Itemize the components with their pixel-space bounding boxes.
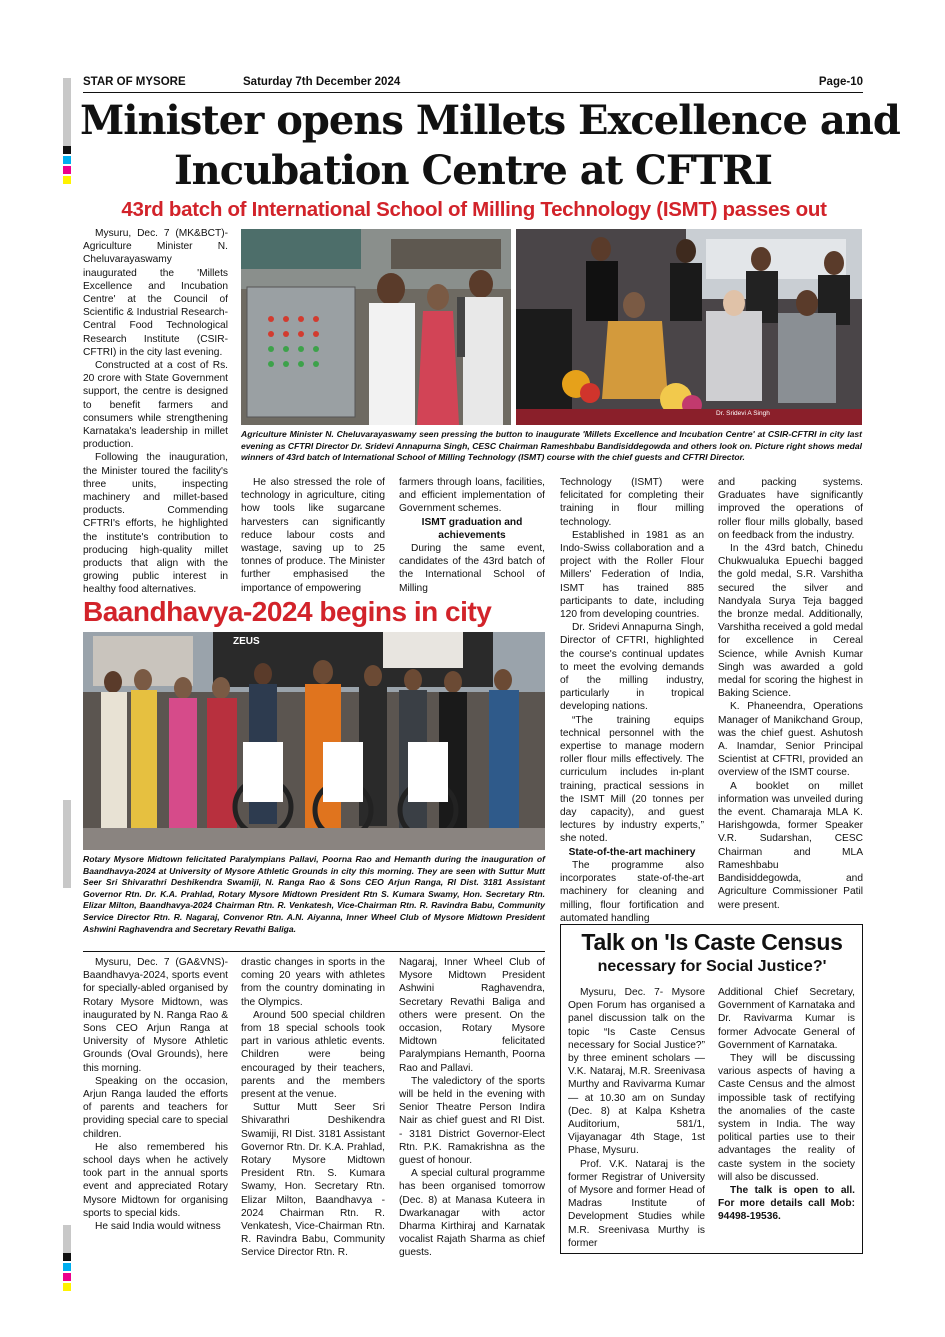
page-number: Page-10 — [818, 76, 863, 88]
baandhavya-photo — [83, 632, 545, 850]
baandhavya-caption-rule — [83, 951, 545, 952]
margin-bar-mid — [63, 800, 71, 888]
subhead-ismt-graduation: ISMT graduation and achievements — [421, 516, 523, 541]
talk-headline-line2: necessary for Social Justice?' — [597, 958, 827, 975]
lead-column-2 — [241, 476, 385, 595]
paragraph: Dr. Sridevi Annapurna Singh, Director of CFTRI, highlighted the course's continual updates to meet the evolving demands of the milling industry, particularly in tropical developing nations. — [560, 622, 704, 713]
registration-black — [63, 146, 71, 154]
margin-bar-bottom — [63, 1225, 71, 1253]
paper-name: STAR OF MYSORE — [83, 76, 186, 88]
subhead-machinery: State-of-the-art machinery — [568, 846, 696, 858]
paragraph: Mysuru, Dec. 7 (GA&VNS)- Baandhavya-2024, sports event for specially-abled organised by Rotary Mysore Midtown, was inaugurated by N. Ranga Rao & Sons CEO Arjun Ranga at University of Mysore Athletic Grounds (Oval Grounds), here this morning. — [83, 957, 228, 1074]
margin-bar-top — [63, 78, 71, 146]
paragraph: Prof. V.K. Nataraj is the former Registrar of University of Mysore and former Head of Madras Institute of Development Studies while M.R. Sreenivasa Murthy is former — [568, 1158, 705, 1249]
paragraph: “The training equips technical personnel with the expertise to manage modern roller flour mills effectively. The curriculum includes in-plant training, practical sessions in the ISMT Mill (20 tonnes per day capacity), and guest lectures by industry experts,” she noted. — [560, 714, 704, 845]
paragraph: Suttur Mutt Seer Sri Shivarathri Deshikendra Swamiji, RI Dist. 3181 Assistant Governor Rtn. Dr. K.A. Prahlad, Rotary Mysore Midtown President Rtn. S. Kumara Swamy, Hon. Secretary Rtn. Elizar Milton, Baandhavya - 2024 Chairman Rtn. R. Venkatesh, Vice-Chairman Rtn. R. Ravindra Babu, Community Service Director Rtn. R. — [241, 1102, 385, 1259]
registration-cyan — [63, 156, 71, 164]
paragraph: Established in 1981 as an Indo-Swiss collaboration and a project with the Roller Flour Millers' Federation of India, ISMT has trained 885 participants to date, including 120 from developing countries. — [560, 529, 704, 621]
lead-headline-line2: Incubation Centre at CFTRI — [173, 147, 773, 194]
banner-logo-text: ZEUS — [233, 636, 260, 647]
baandhavya-column-2 — [241, 956, 385, 1260]
paragraph: He said India would witness — [95, 1221, 221, 1233]
baandhavya-column-1 — [83, 956, 228, 1233]
lead-photo-caption: Agriculture Minister N. Cheluvarayaswamy seen pressing the button to inaugurate 'Millets Excellence and Incubation Centre' at CSIR-CFTRI in city last evening as CFTRI Director Dr. Sridevi Annapurna Singh, CESC Chairman Rameshbabu Bandisiddegowda and others look on. Picture right shows medal winners of 43rd batch of International School of Milling Technology (ISMT) course with the chief guests and CFTRI Director. — [241, 429, 862, 463]
lead-column-1 — [83, 227, 228, 597]
baandhavya-caption: Rotary Mysore Midtown felicitated Paralympians Pallavi, Poorna Rao and Hemanth during the inauguration of Baandhavya-2024 at University of Mysore Athletic Grounds in city this morning. They are seen with Suttur Mutt Seer Sri Shivarathri Deshikendra Swamiji, N. Ranga Rao & Sons CEO Arjun Ranga, RI Dist. 3181 Assistant Governor Rtn. Dr. K.A. Prahlad, Rotary Mysore Midtown President Rtn S. Kumara Swamy, Hon. Secretary Rtn. Elizar Milton, Baandhavya-2024 Chairman Rtn. R. Venkatesh, Vice-Chairman Rtn. R. Ravindra Babu, Community Service Director Rtn. R. Nagaraj, Convenor Rtn. A.N. Aiyanna, Inner Wheel Club of Mysore Midtown President Ashwini Raghavendra and Secretary Revathi Baliga. — [83, 854, 545, 934]
paragraph: and packing systems. Graduates have significantly improved the operations of roller flour mills globally, based on feedback from the industry. — [718, 477, 863, 541]
paragraph: During the same event, candidates of the 43rd batch of the International School of Milling — [399, 543, 545, 594]
paragraph: Following the inauguration, the Minister toured the facility's three units, inspecting machinery and millet-based products. Commending CFTRI's efforts, he highlighted the institute's contribution to producing high-quality millet products that align with the growing public interest in healthy food alternatives. — [83, 452, 228, 596]
ismt-medal-photo — [516, 229, 862, 425]
paragraph: Constructed at a cost of Rs. 20 crore with State Government support, the centre is designed to benefit farmers and consumers while strengthening Karnataka's leadership in millet production. — [83, 360, 228, 451]
registration-cyan-2 — [63, 1263, 71, 1271]
paragraph: He also remembered his school days when he actively took part in the annual sports event and appreciated Rotary Mysore Midtown for organising sports to special kids. — [83, 1141, 228, 1219]
baandhavya-column-3 — [399, 956, 545, 1260]
registration-yellow-2 — [63, 1283, 71, 1291]
paragraph: A special cultural programme has been organised tomorrow (Dec. 8) at Manasa Kuteera in Dwarkanagar with actor Dharma Kirthiraj and Karnatak vocalist Rajath Sharma as chief guests. — [399, 1168, 545, 1259]
paragraph: Technology (ISMT) were felicitated for completing their training in flour milling technology. — [560, 477, 704, 528]
paragraph: Around 500 special children from 18 special schools took part in various athletic events. Children were being encouraged by their teachers, parents and the members present at the venue. — [241, 1009, 385, 1101]
talk-closing-note: The talk is open to all. For more details call Mob: 94498-19536. — [718, 1185, 855, 1223]
ismt-medal-photo-image — [516, 229, 862, 425]
lead-column-4 — [560, 476, 704, 925]
photo-signature: Dr. Sridevi A Singh — [716, 410, 770, 417]
talk-headline-line1: Talk on 'Is Caste Census — [581, 929, 843, 955]
inauguration-photo — [241, 229, 511, 425]
paragraph: Nagaraj, Inner Wheel Club of Mysore Midtown President Ashwini Raghavendra, Secretary Revathi Baliga and others were present. On the occasion, Rotary Mysore Midtown felicitated Paralympians Hemanth, Poorna Rao and Pallavi. — [399, 957, 545, 1074]
paragraph: drastic changes in sports in the coming 20 years with athletes from the country dominating in the Olympics. — [241, 957, 385, 1008]
baandhavya-photo-image — [83, 632, 545, 850]
masthead — [83, 76, 863, 91]
paragraph: Speaking on the occasion, Arjun Ranga lauded the efforts of parents and teachers for providing special care to special children. — [83, 1075, 228, 1140]
registration-yellow — [63, 176, 71, 184]
paragraph: In the 43rd batch, Chinedu Chukwualuka Epuechi bagged the gold medal, S.R. Varshitha secured the silver and Nandyala Surya Teja bagged the bronze medal. Additionally, Varshitha received a gold medal for excellence in Cereal Science, while Avnish Kumar Singh was awarded a gold medal for scoring the highest in Baking Science. — [718, 543, 863, 700]
registration-black-2 — [63, 1253, 71, 1261]
paragraph: They will be discussing various aspects of having a Caste Census and the almost impossible task of rectifying the anomalies of the caste system in India. The way political parties use to their advantages the reality of caste system in the society will also be discussed. — [718, 1053, 855, 1183]
paragraph: Mysuru, Dec. 7 (MK&BCT)- Agriculture Minister N. Cheluvarayaswamy inaugurated the 'Millets Excellence and Incubation Centre' at the Council of Scientific & Industrial Research-Central Food Technological Research Institute (CSIR-CFTRI) in the city last evening. — [83, 228, 228, 358]
paragraph: K. Phaneendra, Operations Manager of Manikchand Group, was the chief guest. Ashutosh A. Inamdar, Senior Principal Scientist at CFTRI, provided an overview of the ISMT course. — [718, 701, 863, 779]
lead-column-3 — [399, 476, 545, 595]
talk-column-1 — [568, 986, 705, 1250]
masthead-rule — [83, 92, 863, 93]
paragraph: The valedictory of the sports will be held in the evening with Senior Theatre Person Indira Nair as chief guest and RI Dist. - 3181 District Governor-Elect Rtn. P.K. Ramakrishna as the guest of honour. — [399, 1075, 545, 1167]
inauguration-photo-image — [241, 229, 511, 425]
baandhavya-headline: Baandhavya-2024 begins in city — [83, 596, 492, 627]
issue-date: Saturday 7th December 2024 — [243, 76, 401, 88]
paragraph: farmers through loans, facilities, and efficient implementation of Government schemes. — [399, 477, 545, 515]
paragraph: Mysuru, Dec. 7- Mysore Open Forum has organised a panel discussion talk on the topic “Is Caste Census necessary for Social Justice?” by three eminent scholars — V.K. Nataraj, M.R. Sreenivasa Murthy and Ravivarma Kumar — at 10.30 am on Sunday (Dec. 8) at Kalpa Kshetra Auditorium, 581/1, Vijayanagar 4th Stage, 1st Phase, Mysuru. — [568, 987, 705, 1157]
lead-column-5 — [718, 476, 863, 912]
lead-subhead: 43rd batch of International School of Milling Technology (ISMT) passes out — [121, 198, 827, 221]
registration-magenta-2 — [63, 1273, 71, 1281]
paragraph: The programme also incorporates state-of-the-art machinery for cleaning and milling, flour fortification and automated handling — [560, 859, 704, 924]
paragraph: He also stressed the role of technology in agriculture, citing how tools like sugarcane harvesters can significantly reduce labour costs and wastage, saving up to 25 tonnes of produce. The Minister further emphasised the importance of empowering — [241, 477, 385, 594]
paragraph: A booklet on millet information was unveiled during the event. Chamaraja MLA K. Harishgowda, former Speaker V.R. Sudarshan, CESC Chairman and MLA Rameshbabu Bandisiddegowda, and Agriculture Commissioner Patil were present. — [718, 780, 863, 911]
paragraph: Additional Chief Secretary, Government of Karnataka and Dr. Ravivarma Kumar is former Advocate General of Government of Karnataka. — [718, 987, 855, 1051]
talk-column-2 — [718, 986, 855, 1224]
registration-magenta — [63, 166, 71, 174]
lead-headline-line1: Minister opens Millets Excellence and — [80, 97, 900, 144]
